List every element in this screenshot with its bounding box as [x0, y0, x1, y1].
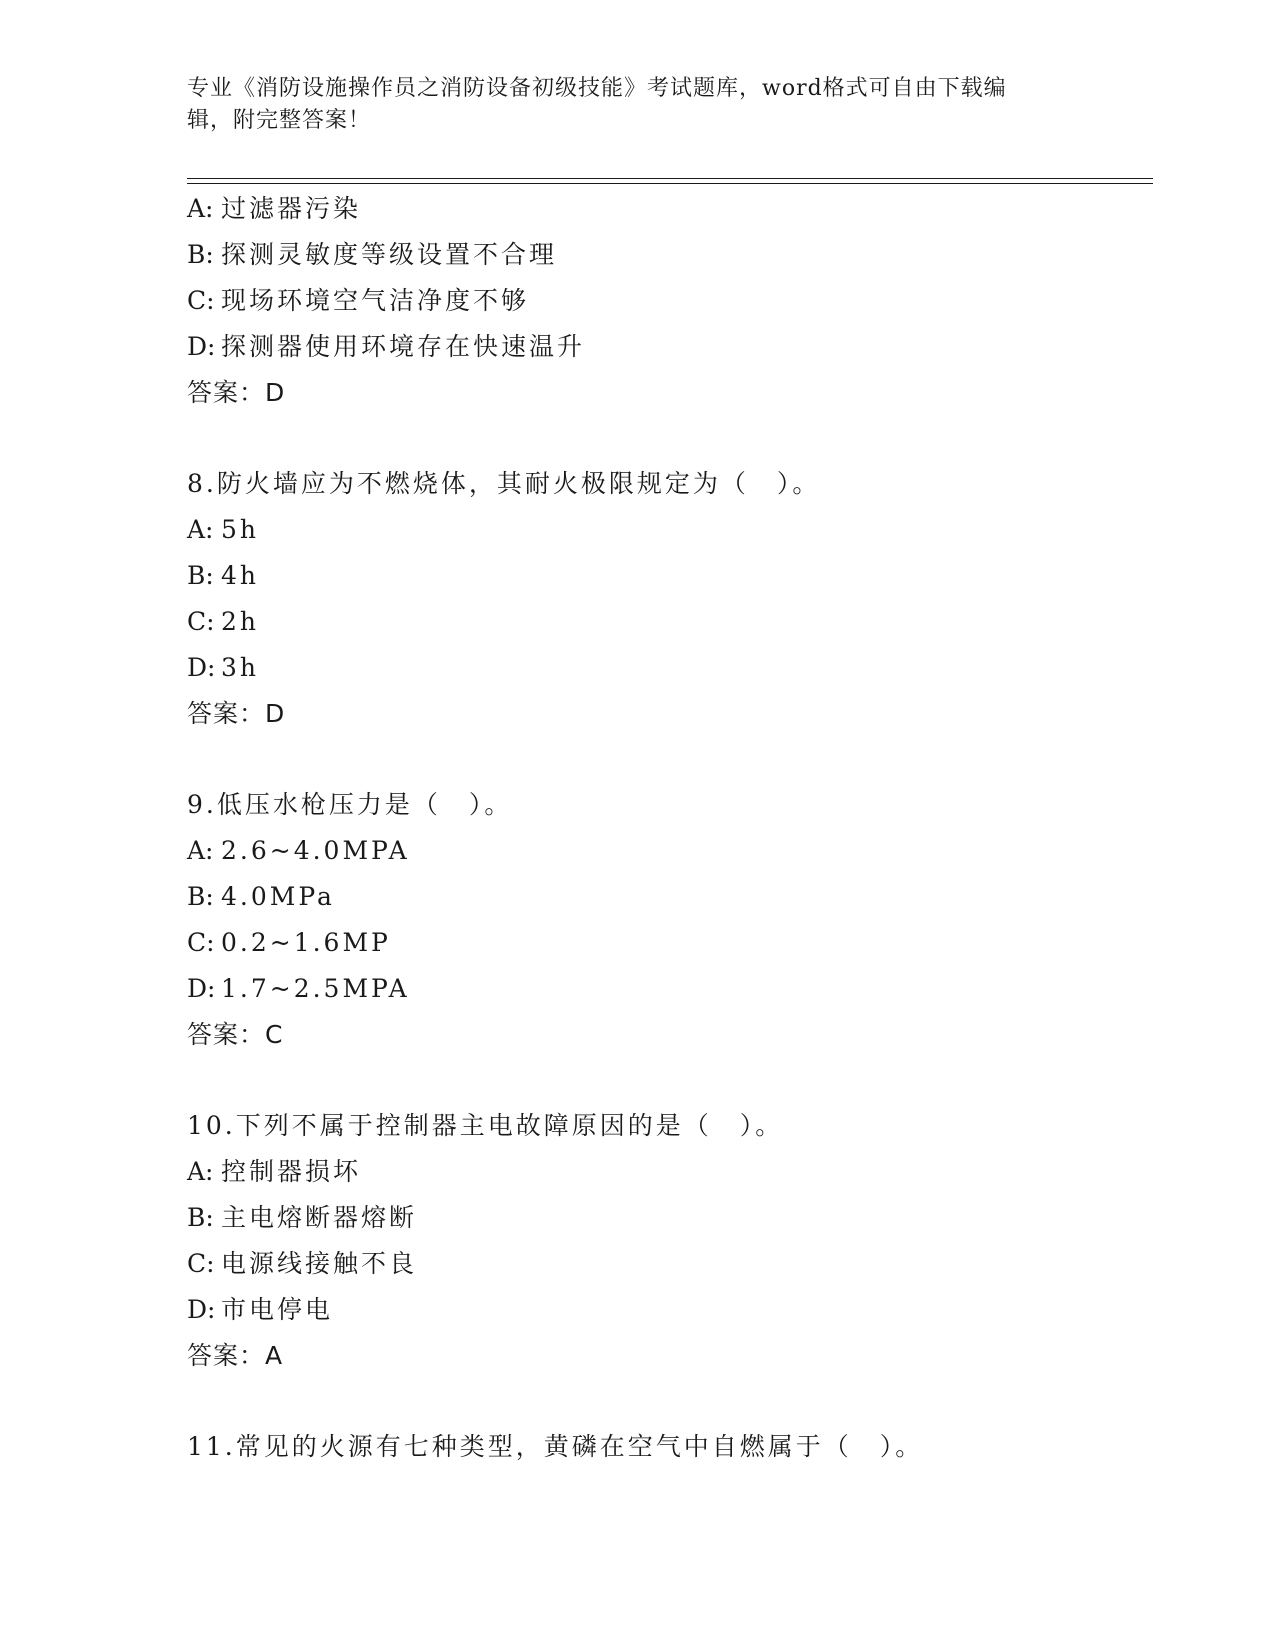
option-c: C: 现场环境空气洁净度不够	[187, 286, 530, 315]
answer: 答案：D	[187, 699, 286, 728]
question-8	[187, 461, 1147, 737]
question-text: 11.常见的火源有七种类型，黄磷在空气中自燃属于（ ）。	[187, 1432, 924, 1461]
option-a: A: 过滤器污染	[187, 194, 362, 223]
spacer	[187, 416, 1147, 461]
option-d: D: 3h	[187, 653, 260, 682]
question-10	[187, 1103, 1147, 1379]
header-rule-top	[187, 178, 1153, 179]
answer: 答案：A	[187, 1341, 284, 1370]
question-9	[187, 782, 1147, 1058]
option-b: B: 主电熔断器熔断	[187, 1203, 418, 1232]
header-line-2: 辑，附完整答案！	[187, 108, 372, 133]
option-c: C: 2h	[187, 607, 260, 636]
option-d: D: 探测器使用环境存在快速温升	[187, 332, 586, 361]
spacer	[187, 1379, 1147, 1424]
option-c: C: 电源线接触不良	[187, 1249, 418, 1278]
option-a: A: 5h	[187, 515, 260, 544]
answer: 答案：C	[187, 1020, 284, 1049]
header-rule-bottom	[187, 183, 1153, 184]
option-a: A: 2.6~4.0MPA	[187, 836, 410, 865]
question-text: 10.下列不属于控制器主电故障原因的是（ ）。	[187, 1111, 784, 1140]
option-b: B: 探测灵敏度等级设置不合理	[187, 240, 558, 269]
option-a: A: 控制器损坏	[187, 1157, 362, 1186]
question-11	[187, 1424, 1147, 1470]
question-list	[187, 186, 1147, 1470]
question-text: 8.防火墙应为不燃烧体，其耐火极限规定为（ ）。	[187, 469, 821, 498]
spacer	[187, 737, 1147, 782]
option-d: D: 1.7~2.5MPA	[187, 974, 410, 1003]
document-header	[187, 73, 1067, 137]
option-b: B: 4.0MPa	[187, 882, 335, 911]
header-line-1: 专业《消防设施操作员之消防设备初级技能》考试题库，word格式可自由下载编	[187, 76, 1007, 101]
option-d: D: 市电停电	[187, 1295, 334, 1324]
answer: 答案：D	[187, 378, 286, 407]
option-c: C: 0.2~1.6MP	[187, 928, 391, 957]
spacer	[187, 1058, 1147, 1103]
question-7	[187, 186, 1147, 416]
question-text: 9.低压水枪压力是（ ）。	[187, 790, 513, 819]
option-b: B: 4h	[187, 561, 260, 590]
